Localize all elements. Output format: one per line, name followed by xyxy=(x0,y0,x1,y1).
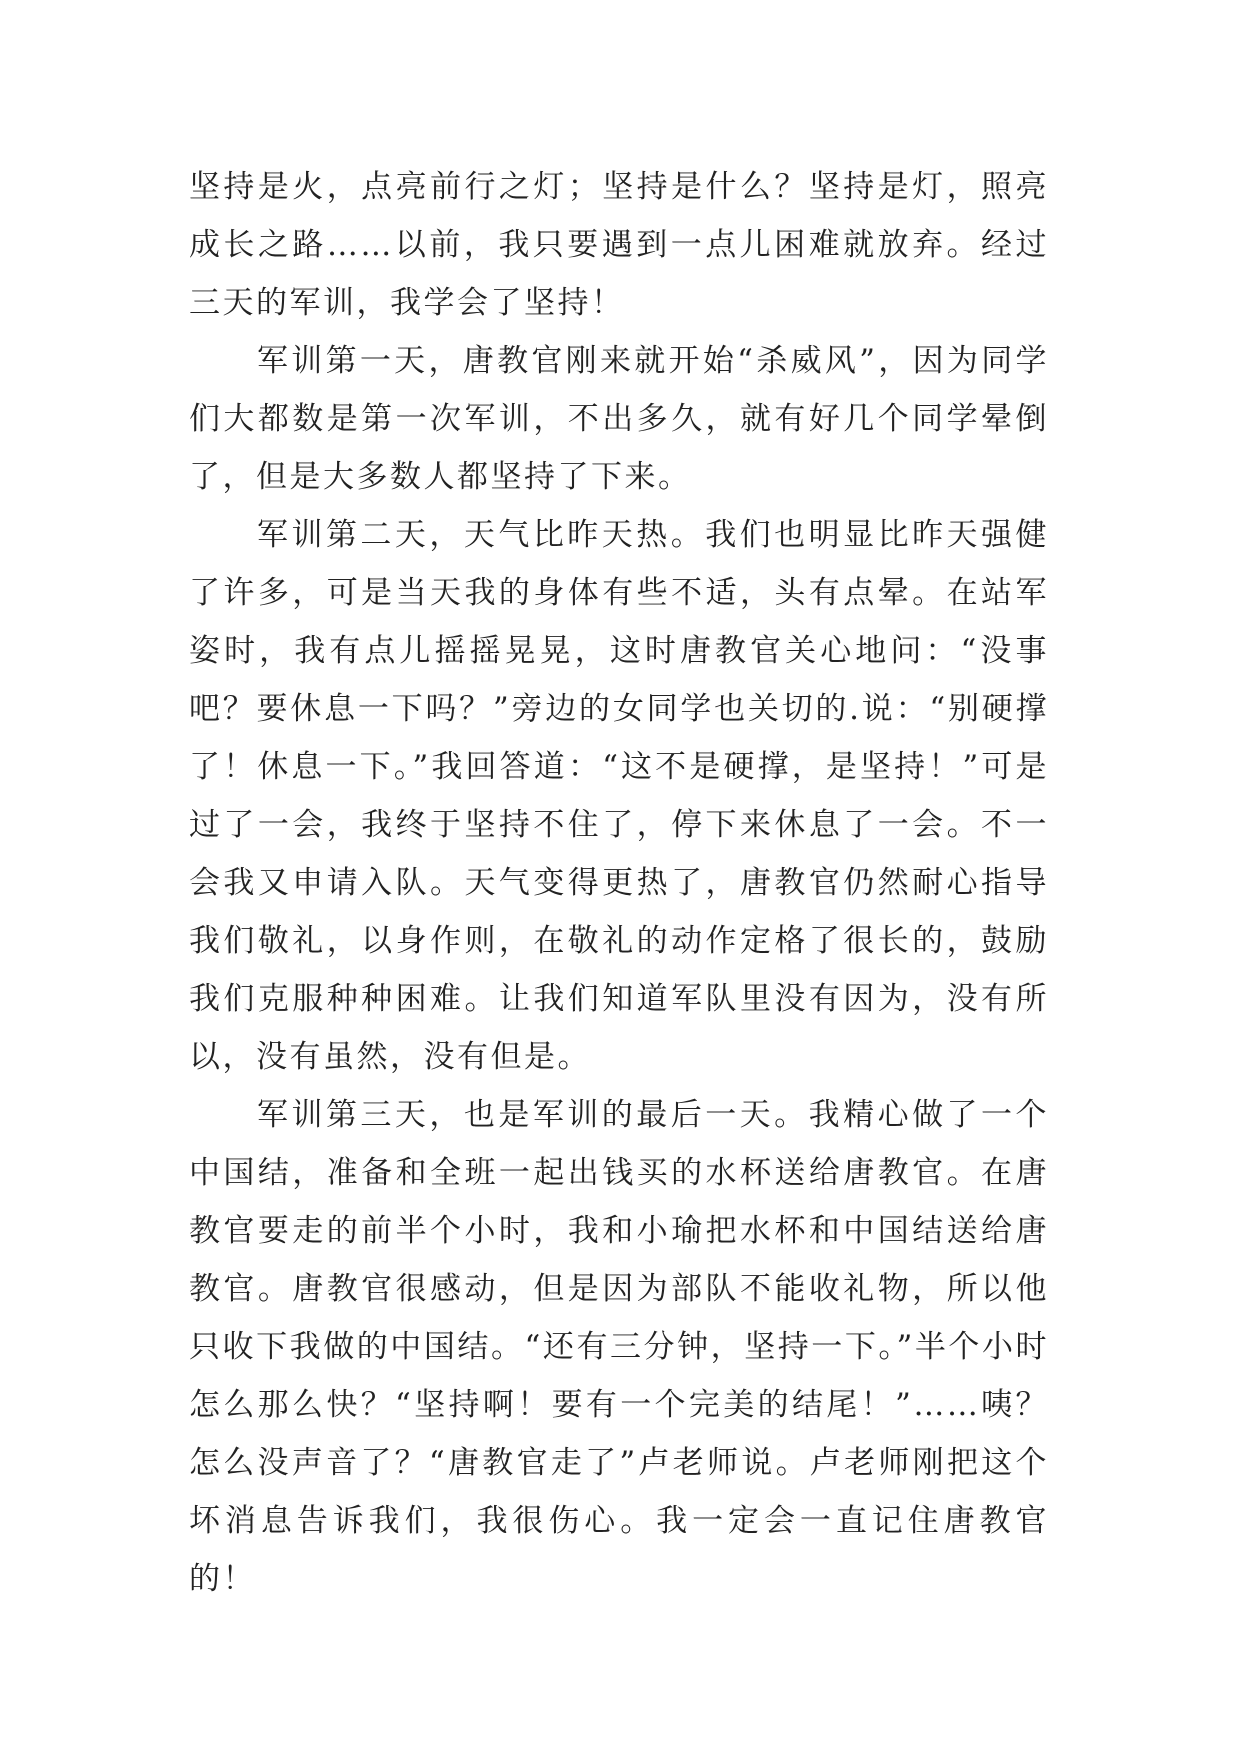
paragraph-day-three: 军训第三天，也是军训的最后一天。我精心做了一个中国结，准备和全班一起出钱买的水杯送给唐教官。在唐教官要走的前半个小时，我和小瑜把水杯和中国结送给唐教官。唐教官很感动，但是因为部队不能收礼物，所以他只收下我做的中国结。“还有三分钟，坚持一下。”半个小时怎么那么快？“坚持啊！要有一个完美的结尾！”……咦？怎么没声音了？“唐教官走了”卢老师说。卢老师刚把这个坏消息告诉我们，我很伤心。我一定会一直记住唐教官的！ xyxy=(189,1097,1049,1597)
paragraph-day-one: 军训第一天，唐教官刚来就开始“杀威风”，因为同学们大都数是第一次军训，不出多久，就有好几个同学晕倒了，但是大多数人都坚持了下来。 xyxy=(189,343,1049,495)
paragraph-day-two: 军训第二天，天气比昨天热。我们也明显比昨天强健了许多，可是当天我的身体有些不适，头有点晕。在站军姿时，我有点儿摇摇晃晃，这时唐教官关心地问：“没事吧？要休息一下吗？”旁边的女同学也关切的.说：“别硬撑了！休息一下。”我回答道：“这不是硬撑，是坚持！”可是过了一会，我终于坚持不住了，停下来休息了一会。不一会我又申请入队。天气变得更热了，唐教官仍然耐心指导我们敬礼，以身作则，在敬礼的动作定格了很长的，鼓励我们克服种种困难。让我们知道军队里没有因为，没有所以，没有虽然，没有但是。 xyxy=(189,517,1049,1075)
paragraph-intro: 坚持是火，点亮前行之灯；坚持是什么？坚持是灯，照亮成长之路……以前，我只要遇到一点儿困难就放弃。经过三天的军训，我学会了坚持！ xyxy=(189,169,1049,321)
essay-body xyxy=(189,158,1049,1608)
